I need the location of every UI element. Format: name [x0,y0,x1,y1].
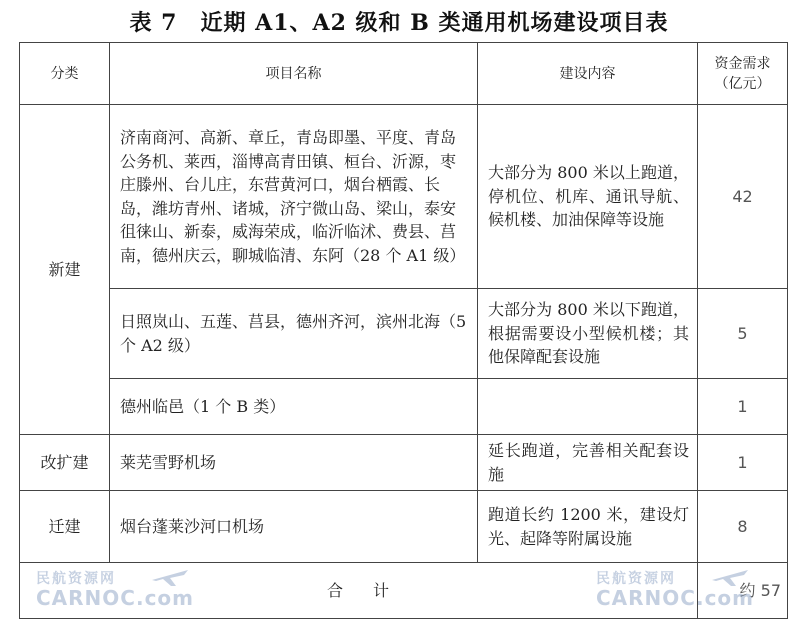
total-label: 合计 [20,563,698,619]
project-cell: 济南商河、高新、章丘，青岛即墨、平度、青岛公务机、莱西，淄博高青田镇、桓台、沂源，枣庄滕州、台儿庄，东营黄河口，烟台栖霞、长岛，潍坊青州、诸城，济宁微山岛、梁山，泰安徂徕山、新泰，威海荣成，临沂临沭、费县、莒南，德州庆云，聊城临清、东阿（28 个 A1 级） [110,105,478,289]
watermark-en: CARNOC.com [596,586,755,610]
table-row [20,105,788,289]
plane-logo-icon [150,566,190,588]
table-row [20,491,788,563]
table-row [20,289,788,379]
funding-cell: 1 [698,435,788,491]
content-cell: 大部分为 800 米以上跑道，停机位、机库、通讯导航、候机楼、加油保障等设施 [478,105,698,289]
category-cell: 新建 [20,105,110,435]
funding-cell: 1 [698,379,788,435]
project-cell: 莱芜雪野机场 [110,435,478,491]
funding-cell: 5 [698,289,788,379]
table-row [20,379,788,435]
project-cell: 日照岚山、五莲、莒县，德州齐河，滨州北海（5 个 A2 级） [110,289,478,379]
funding-cell: 42 [698,105,788,289]
category-cell: 迁建 [20,491,110,563]
watermark-cn: 民航资源网 [36,571,116,587]
airport-projects-table [19,42,788,619]
watermark-en: CARNOC.com [36,586,195,610]
content-cell: 延长跑道，完善相关配套设施 [478,435,698,491]
project-cell: 烟台蓬莱沙河口机场 [110,491,478,563]
project-cell: 德州临邑（1 个 B 类） [110,379,478,435]
content-cell: 大部分为 800 米以下跑道，根据需要设小型候机楼；其他保障配套设施 [478,289,698,379]
content-cell: 跑道长约 1200 米，建设灯光、起降等附属设施 [478,491,698,563]
header-row [20,43,788,105]
category-cell: 改扩建 [20,435,110,491]
content-cell [478,379,698,435]
total-row [20,563,788,619]
table-row [20,435,788,491]
header-project: 项目名称 [110,43,478,105]
header-funding: 资金需求（亿元） [698,43,788,105]
plane-logo-icon [710,566,750,588]
funding-cell: 8 [698,491,788,563]
header-content: 建设内容 [478,43,698,105]
header-category: 分类 [20,43,110,105]
total-funding: 约 57 [698,563,788,619]
watermark-cn: 民航资源网 [596,571,676,587]
table-title: 表 7 近期 A1、A2 级和 B 类通用机场建设项目表 [129,10,669,36]
